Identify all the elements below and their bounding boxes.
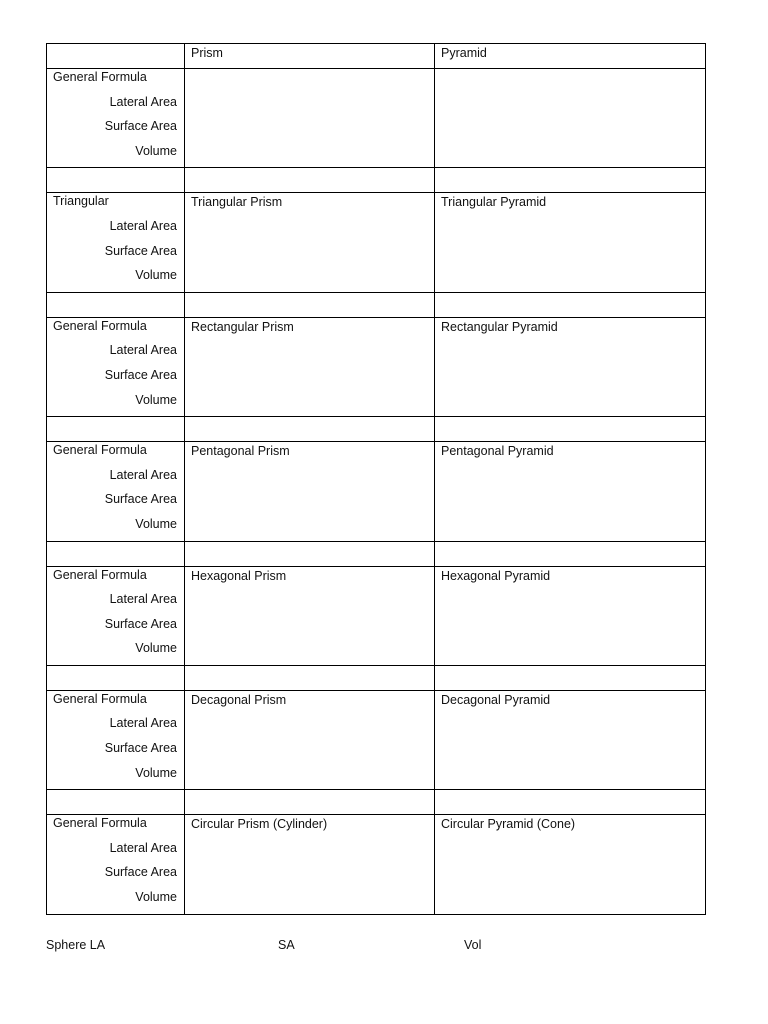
spacer-cell [47,417,185,442]
measure-label: Volume [135,143,177,158]
measure-label: Lateral Area [109,592,177,607]
formula-label-stack [47,815,184,913]
pyramid-cell[interactable] [435,815,706,914]
prism-cell[interactable] [185,193,435,292]
prism-cell[interactable] [185,69,435,168]
pyramid-cell[interactable] [435,317,706,416]
prism-cell[interactable] [185,815,435,914]
header-cell-blank [47,44,185,69]
spacer-cell [435,790,706,815]
prism-cell[interactable] [185,317,435,416]
measure-label: Surface Area [104,243,177,258]
block-title-label: General Formula [53,70,147,84]
formula-label-cell [47,815,185,914]
shape-block-row [47,815,706,914]
header-cell-prism [185,44,435,69]
prism-name: Pentagonal Prism [191,444,290,459]
prism-name: Circular Prism (Cylinder) [191,817,328,832]
spacer-row [47,292,706,317]
spacer-cell [185,168,435,193]
measure-label: Lateral Area [109,218,177,233]
shape-block-row [47,690,706,789]
formula-label-stack [47,69,184,167]
header-row [47,44,706,69]
spacer-cell [185,541,435,566]
pyramid-cell[interactable] [435,442,706,541]
measure-label: Lateral Area [109,343,177,358]
formula-label-cell [47,442,185,541]
formula-label-stack [47,193,184,291]
header-cell-pyramid [435,44,706,69]
measure-label: Lateral Area [109,840,177,855]
pyramid-cell[interactable] [435,566,706,665]
spacer-cell [47,541,185,566]
shape-block-row [47,69,706,168]
block-title-label: General Formula [53,816,147,831]
spacer-cell [185,292,435,317]
formula-label-cell [47,690,185,789]
block-title-label: General Formula [53,567,147,582]
prism-cell[interactable] [185,442,435,541]
worksheet-body [47,44,706,915]
spacer-cell [435,168,706,193]
spacer-row [47,665,706,690]
measure-label: Lateral Area [109,94,177,109]
pyramid-name: Triangular Pyramid [441,195,547,210]
pyramid-cell[interactable] [435,193,706,292]
prism-name: Rectangular Prism [191,319,294,334]
measure-label: Volume [135,516,177,531]
formula-label-stack [47,318,184,416]
spacer-cell [47,168,185,193]
formula-label-cell [47,317,185,416]
spacer-cell [435,292,706,317]
measure-label: Lateral Area [109,716,177,731]
sphere-sa-label: SA [278,938,295,952]
shape-block-row [47,193,706,292]
measure-label: Volume [135,268,177,283]
pyramid-cell[interactable] [435,69,706,168]
spacer-row [47,541,706,566]
block-title-label: General Formula [53,318,147,333]
spacer-cell [185,790,435,815]
measure-label: Volume [135,392,177,407]
formula-label-cell [47,193,185,292]
measure-label: Volume [135,765,177,780]
pyramid-name [435,69,705,70]
sphere-la-label: Sphere LA [46,938,106,952]
measure-label: Surface Area [104,865,177,880]
pyramid-name: Hexagonal Pyramid [441,568,551,583]
shape-block-row [47,442,706,541]
measure-label: Lateral Area [109,467,177,482]
prism-name: Decagonal Prism [191,692,287,707]
sphere-footer [0,936,768,956]
spacer-cell [185,417,435,442]
prism-name: Triangular Prism [191,195,283,210]
pyramid-name: Decagonal Pyramid [441,692,551,707]
formula-worksheet-table [46,43,706,915]
measure-label: Surface Area [104,492,177,507]
formula-label-stack [47,691,184,789]
sphere-vol-label: Vol [464,938,482,952]
measure-label: Volume [135,641,177,656]
prism-name: Hexagonal Prism [191,568,287,583]
spacer-row [47,417,706,442]
prism-cell[interactable] [185,690,435,789]
spacer-cell [435,665,706,690]
spacer-cell [435,541,706,566]
spacer-cell [185,665,435,690]
pyramid-name: Rectangular Pyramid [441,319,558,334]
block-title-label: General Formula [53,691,147,706]
measure-label: Surface Area [104,741,177,756]
spacer-row [47,790,706,815]
measure-label: Surface Area [104,616,177,631]
measure-label: Volume [135,890,177,905]
pyramid-name: Pentagonal Pyramid [441,444,554,459]
measure-label: Surface Area [104,119,177,134]
block-title-label: Triangular [53,194,109,209]
prism-cell[interactable] [185,566,435,665]
header-prism-label: Prism [191,46,223,60]
formula-label-stack [47,567,184,665]
spacer-cell [435,417,706,442]
formula-label-cell [47,566,185,665]
block-title-label: General Formula [53,443,147,458]
spacer-cell [47,790,185,815]
prism-name [185,69,434,70]
spacer-cell [47,665,185,690]
header-pyramid-label: Pyramid [441,46,487,60]
pyramid-cell[interactable] [435,690,706,789]
spacer-cell [47,292,185,317]
spacer-row [47,168,706,193]
measure-label: Surface Area [104,367,177,382]
shape-block-row [47,317,706,416]
shape-block-row [47,566,706,665]
formula-label-cell [47,69,185,168]
pyramid-name: Circular Pyramid (Cone) [441,817,576,832]
formula-label-stack [47,442,184,540]
